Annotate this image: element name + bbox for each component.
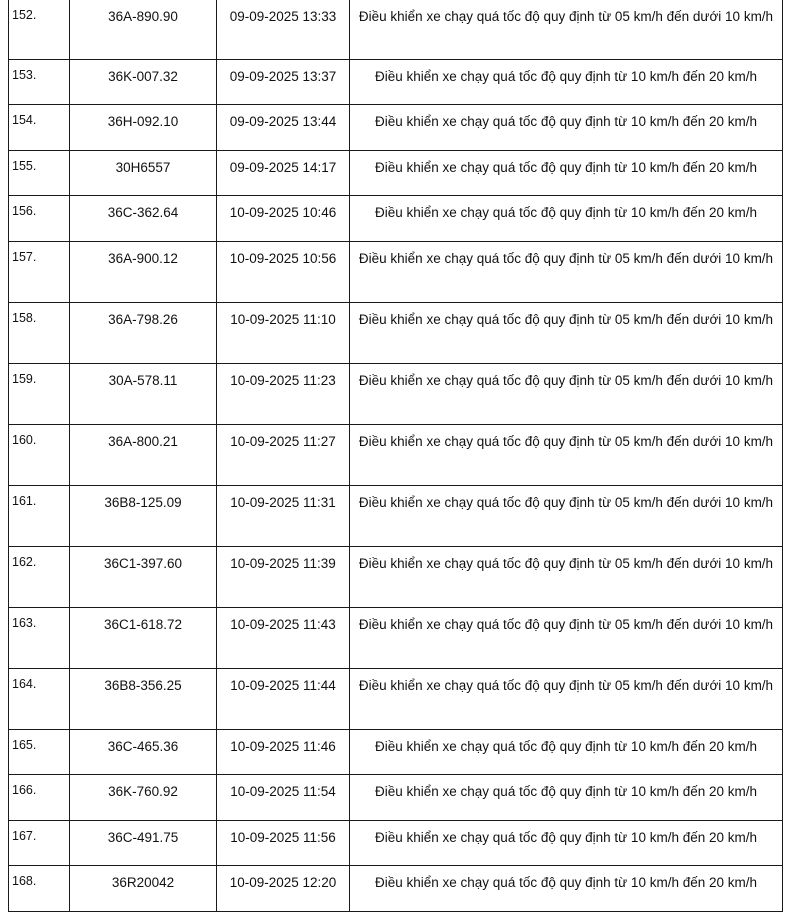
table-row bbox=[9, 866, 783, 912]
license-plate: 30A-578.11 bbox=[70, 364, 217, 425]
violation-time: 10-09-2025 11:31 bbox=[217, 486, 350, 547]
violation-time: 10-09-2025 11:39 bbox=[217, 547, 350, 608]
violation-description: Điều khiển xe chạy quá tốc độ quy định từ 05 km/h đến dưới 10 km/h bbox=[350, 364, 783, 425]
row-number: 161. bbox=[9, 486, 70, 547]
violation-description: Điều khiển xe chạy quá tốc độ quy định từ 10 km/h đến 20 km/h bbox=[350, 821, 783, 866]
table-row bbox=[9, 821, 783, 866]
row-number: 167. bbox=[9, 821, 70, 866]
violation-time: 10-09-2025 11:46 bbox=[217, 730, 350, 775]
violation-description: Điều khiển xe chạy quá tốc độ quy định từ 10 km/h đến 20 km/h bbox=[350, 196, 783, 242]
row-number: 165. bbox=[9, 730, 70, 775]
violation-description: Điều khiển xe chạy quá tốc độ quy định từ 05 km/h đến dưới 10 km/h bbox=[350, 242, 783, 303]
violation-time: 10-09-2025 11:23 bbox=[217, 364, 350, 425]
violation-time: 10-09-2025 11:44 bbox=[217, 669, 350, 730]
license-plate: 36C-362.64 bbox=[70, 196, 217, 242]
row-number: 153. bbox=[9, 60, 70, 105]
license-plate: 36A-900.12 bbox=[70, 242, 217, 303]
row-number: 162. bbox=[9, 547, 70, 608]
license-plate: 36R20042 bbox=[70, 866, 217, 912]
row-number: 158. bbox=[9, 303, 70, 364]
license-plate: 36K-007.32 bbox=[70, 60, 217, 105]
license-plate: 36A-798.26 bbox=[70, 303, 217, 364]
row-number: 159. bbox=[9, 364, 70, 425]
row-number: 160. bbox=[9, 425, 70, 486]
row-number: 152. bbox=[9, 0, 70, 60]
table-row bbox=[9, 0, 783, 60]
row-number: 157. bbox=[9, 242, 70, 303]
row-number: 155. bbox=[9, 151, 70, 196]
row-number: 163. bbox=[9, 608, 70, 669]
table-row bbox=[9, 425, 783, 486]
violation-description: Điều khiển xe chạy quá tốc độ quy định từ 10 km/h đến 20 km/h bbox=[350, 775, 783, 821]
license-plate: 30H6557 bbox=[70, 151, 217, 196]
license-plate: 36A-890.90 bbox=[70, 0, 217, 60]
violation-description: Điều khiển xe chạy quá tốc độ quy định từ 10 km/h đến 20 km/h bbox=[350, 60, 783, 105]
violation-description: Điều khiển xe chạy quá tốc độ quy định từ 10 km/h đến 20 km/h bbox=[350, 730, 783, 775]
violation-description: Điều khiển xe chạy quá tốc độ quy định từ 05 km/h đến dưới 10 km/h bbox=[350, 425, 783, 486]
violation-description: Điều khiển xe chạy quá tốc độ quy định từ 05 km/h đến dưới 10 km/h bbox=[350, 0, 783, 60]
license-plate: 36C1-397.60 bbox=[70, 547, 217, 608]
violation-time: 10-09-2025 11:27 bbox=[217, 425, 350, 486]
license-plate: 36B8-125.09 bbox=[70, 486, 217, 547]
violation-description: Điều khiển xe chạy quá tốc độ quy định từ 05 km/h đến dưới 10 km/h bbox=[350, 486, 783, 547]
violation-time: 10-09-2025 11:43 bbox=[217, 608, 350, 669]
table-row bbox=[9, 669, 783, 730]
table-row bbox=[9, 608, 783, 669]
violation-time: 10-09-2025 11:56 bbox=[217, 821, 350, 866]
row-number: 156. bbox=[9, 196, 70, 242]
violation-time: 09-09-2025 13:33 bbox=[217, 0, 350, 60]
violation-time: 09-09-2025 13:37 bbox=[217, 60, 350, 105]
violation-time: 09-09-2025 13:44 bbox=[217, 105, 350, 151]
violation-description: Điều khiển xe chạy quá tốc độ quy định từ 10 km/h đến 20 km/h bbox=[350, 105, 783, 151]
table-row bbox=[9, 151, 783, 196]
license-plate: 36H-092.10 bbox=[70, 105, 217, 151]
table-row bbox=[9, 303, 783, 364]
violation-description: Điều khiển xe chạy quá tốc độ quy định từ 05 km/h đến dưới 10 km/h bbox=[350, 303, 783, 364]
violation-time: 10-09-2025 10:56 bbox=[217, 242, 350, 303]
violation-time: 10-09-2025 10:46 bbox=[217, 196, 350, 242]
violation-description: Điều khiển xe chạy quá tốc độ quy định từ 05 km/h đến dưới 10 km/h bbox=[350, 669, 783, 730]
license-plate: 36K-760.92 bbox=[70, 775, 217, 821]
license-plate: 36A-800.21 bbox=[70, 425, 217, 486]
table-row bbox=[9, 105, 783, 151]
license-plate: 36B8-356.25 bbox=[70, 669, 217, 730]
violation-description: Điều khiển xe chạy quá tốc độ quy định từ 10 km/h đến 20 km/h bbox=[350, 866, 783, 912]
violation-time: 10-09-2025 11:10 bbox=[217, 303, 350, 364]
violations-table-body bbox=[9, 0, 783, 912]
license-plate: 36C1-618.72 bbox=[70, 608, 217, 669]
table-row bbox=[9, 364, 783, 425]
violation-description: Điều khiển xe chạy quá tốc độ quy định từ 10 km/h đến 20 km/h bbox=[350, 151, 783, 196]
table-row bbox=[9, 196, 783, 242]
violations-table bbox=[8, 0, 783, 912]
violation-time: 09-09-2025 14:17 bbox=[217, 151, 350, 196]
table-row bbox=[9, 547, 783, 608]
row-number: 166. bbox=[9, 775, 70, 821]
license-plate: 36C-491.75 bbox=[70, 821, 217, 866]
license-plate: 36C-465.36 bbox=[70, 730, 217, 775]
table-row bbox=[9, 730, 783, 775]
table-row bbox=[9, 60, 783, 105]
violation-description: Điều khiển xe chạy quá tốc độ quy định từ 05 km/h đến dưới 10 km/h bbox=[350, 608, 783, 669]
row-number: 164. bbox=[9, 669, 70, 730]
table-row bbox=[9, 242, 783, 303]
violation-time: 10-09-2025 11:54 bbox=[217, 775, 350, 821]
table-row bbox=[9, 486, 783, 547]
row-number: 168. bbox=[9, 866, 70, 912]
row-number: 154. bbox=[9, 105, 70, 151]
violation-description: Điều khiển xe chạy quá tốc độ quy định từ 05 km/h đến dưới 10 km/h bbox=[350, 547, 783, 608]
violation-time: 10-09-2025 12:20 bbox=[217, 866, 350, 912]
table-row bbox=[9, 775, 783, 821]
